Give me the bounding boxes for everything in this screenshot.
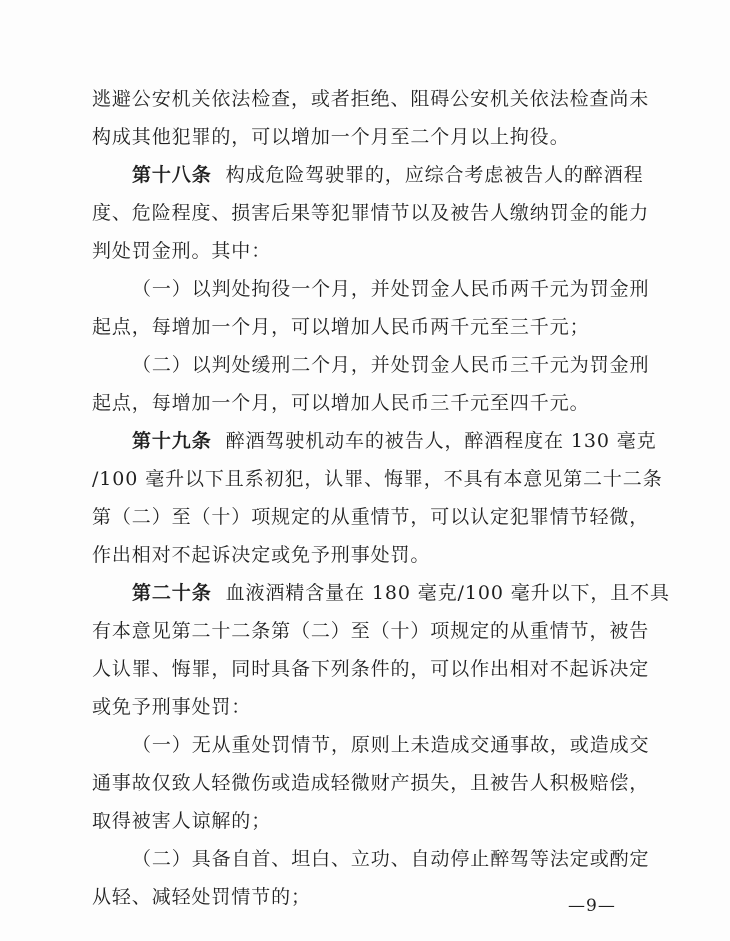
text-line: 判处罚金刑。其中： [92, 240, 272, 262]
text-line: （一）无从重处罚情节，原则上未造成交通事故，或造成交 [132, 734, 650, 756]
text-line: 通事故仅致人轻微伤或造成轻微财产损失，且被告人积极赔偿， [92, 772, 650, 794]
article-19-line [132, 428, 657, 455]
text-line: 起点，每增加一个月，可以增加人民币两千元至三千元； [92, 316, 590, 338]
text-line: 作出相对不起诉决定或免予刑事处罚。 [92, 544, 431, 566]
text-line: 有本意见第二十二条第（二）至（十）项规定的从重情节，被告 [92, 620, 650, 642]
text-line: 取得被害人谅解的； [92, 810, 272, 832]
text-line: 醉酒驾驶机动车的被告人，醉酒程度在 130 毫克 [225, 430, 657, 452]
text-line: 或免予刑事处罚： [92, 696, 252, 718]
article-19-title: 第十九条 [132, 430, 212, 452]
page-number: —9— [568, 896, 616, 916]
article-20-title: 第二十条 [132, 582, 212, 604]
text-line: 构成其他犯罪的，可以增加一个月至二个月以上拘役。 [92, 126, 570, 148]
text-line: 第（二）至（十）项规定的从重情节，可以认定犯罪情节轻微， [92, 506, 650, 528]
text-line: 从轻、减轻处罚情节的； [92, 886, 311, 908]
article-18-title: 第十八条 [132, 164, 212, 186]
text-line: 血液酒精含量在 180 毫克/100 毫升以下，且不具 [225, 582, 670, 604]
text-line: （二）具备自首、坦白、立功、自动停止醉驾等法定或酌定 [132, 848, 650, 870]
text-line: 构成危险驾驶罪的，应综合考虑被告人的醉酒程 [225, 164, 644, 186]
article-20-line [132, 580, 670, 607]
text-line: 起点，每增加一个月，可以增加人民币三千元至四千元。 [92, 392, 590, 414]
text-line: 度、危险程度、损害后果等犯罪情节以及被告人缴纳罚金的能力 [92, 202, 650, 224]
text-line: 逃避公安机关依法检查，或者拒绝、阻碍公安机关依法检查尚未 [92, 88, 650, 110]
article-18-line [132, 162, 652, 189]
text-line: /100 毫升以下且系初犯，认罪、悔罪，不具有本意见第二十二条 [92, 468, 663, 490]
text-line: （二）以判处缓刑二个月，并处罚金人民币三千元为罚金刑 [132, 354, 650, 376]
text-line: （一）以判处拘役一个月，并处罚金人民币两千元为罚金刑 [132, 278, 650, 300]
text-line: 人认罪、悔罪，同时具备下列条件的，可以作出相对不起诉决定 [92, 658, 650, 680]
